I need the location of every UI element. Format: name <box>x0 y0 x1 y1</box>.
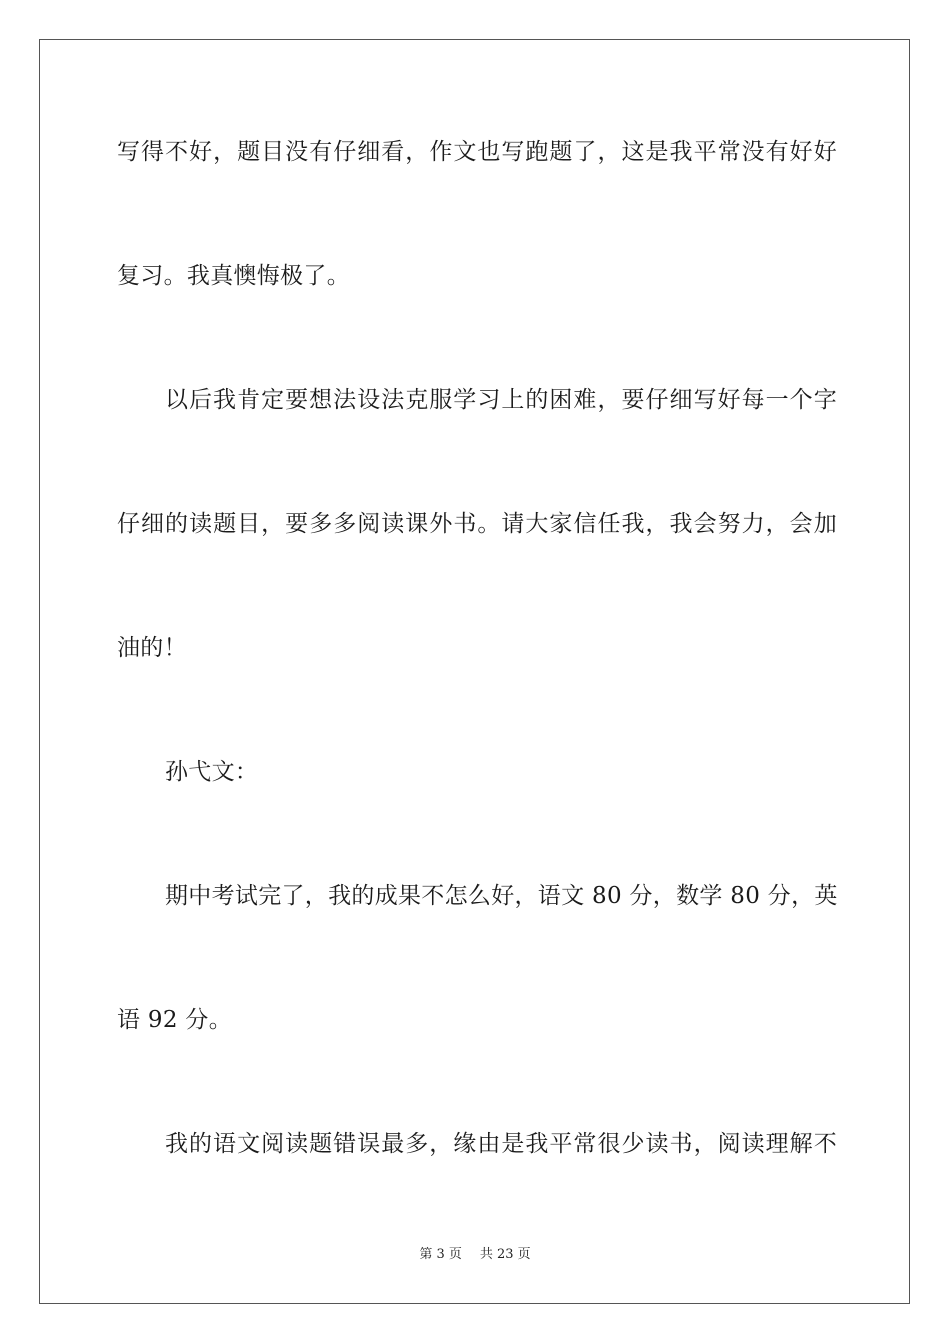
page-footer <box>0 1246 950 1264</box>
text-line-9: 我的语文阅读题错误最多，缘由是我平常很少读书，阅读理解不 <box>165 1131 837 1157</box>
text-line-2: 复习。我真懊悔极了。 <box>117 263 350 289</box>
text-line-5: 油的！ <box>117 635 187 661</box>
text-line-6: 孙弋文： <box>165 759 259 785</box>
text-line-7: 期中考试完了，我的成果不怎么好，语文 80 分，数学 80 分，英 <box>165 883 838 909</box>
page-number: 第 3 页 <box>419 1247 462 1262</box>
page-total: 共 23 页 <box>479 1247 531 1262</box>
page-border <box>39 39 910 1304</box>
text-line-3: 以后我肯定要想法设法克服学习上的困难，要仔细写好每一个字 <box>165 387 837 413</box>
text-line-1: 写得不好，题目没有仔细看，作文也写跑题了，这是我平常没有好好 <box>117 139 837 165</box>
text-line-8: 语 92 分。 <box>117 1007 232 1033</box>
text-line-4: 仔细的读题目，要多多阅读课外书。请大家信任我，我会努力，会加 <box>117 511 837 537</box>
